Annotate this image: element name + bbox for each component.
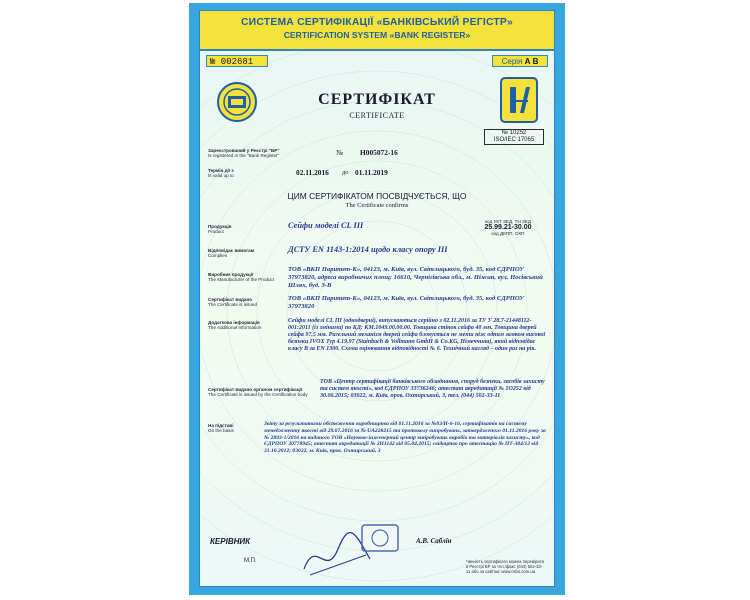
manufacturer-label-ua: Виробник продукції <box>208 272 254 277</box>
validity-label-en: Is valid up to <box>208 173 234 178</box>
validity-to-word: до <box>342 169 349 176</box>
body-value: ТОВ «Центр сертифікації банківського обладнання, споруд безпеки, засобів захисту та систем якості», код ЄДРПОУ 33736246; атестат акредитації № 1О252 від 30.06.2015; 03022, м. Київ, пров. Охтирський, 3, тел. (044) 502-33-11 <box>320 379 545 400</box>
stamp-icon <box>360 523 400 553</box>
complies-label-en: Complies <box>208 253 228 258</box>
badge-line2: ISO/IEC 17065 <box>493 137 535 143</box>
code1-value: 25.99.21-30.00 <box>484 224 532 231</box>
registered-prefix: № <box>336 148 344 157</box>
product-codes <box>472 219 544 236</box>
product-value: Сейфи моделі CL III <box>288 221 364 230</box>
certificate-frame <box>189 3 565 595</box>
validity-from: 02.11.2016 <box>296 168 329 177</box>
validity-label-ua: Термін дії з <box>208 168 234 173</box>
serial-number: № 002681 <box>206 55 268 67</box>
issued-label-en: The Certificate is issued <box>208 302 258 307</box>
verification-note: Чинність сертифіката можна перевірити в Реєстрі БР за тел./факс (044) 502-33-11 або за сайтом: www.csbo.com.ua <box>466 559 544 574</box>
code2-label: код ДКПП, ОКП <box>491 231 525 236</box>
certificate-sheet <box>199 10 555 587</box>
code1-label: код УКТ ЗЕД, ТН ЗЕД <box>484 219 531 224</box>
manufacturer-value: ТОВ «ВКП Паритет-К», 04123, м. Київ, вул. Світлицького, буд. 35, код ЄДРПОУ 37973820, адреса виробничих площ: 16610, Чернігівська обл., м. Ніжин, вул. Носівський Шлях, буд. 3-В <box>288 266 543 289</box>
validity-to: 01.11.2019 <box>355 168 388 177</box>
confirms-en: The Certificate confirms <box>345 202 409 209</box>
series-value: А В <box>524 57 539 66</box>
additional-label-en: The Additional Information <box>208 325 262 330</box>
registered-label-ua: Зареєстрований у Реєстрі "БР" <box>208 148 280 153</box>
registered-label-en: Is registered in the "Bank Register" <box>208 153 280 158</box>
accreditation-badge <box>484 129 544 145</box>
basis-label-en: On the basis <box>208 428 234 433</box>
body-label-ua: Сертифікат видано органом сертифікації <box>208 387 303 392</box>
basis-value: Звіту за результатами обстеження виробництва від 01.11.2016 за №83/Н-6-16, сертифікатів на систему менеджменту якості від 29.07.2016 за № UA228215 та протоколу випробувань, затвердженого 01.11.2016 року за № 2893-1/2016 на виданого ТОВ «Науково-інженерний центр випробувань виробів та матеріалів захисту», код ЄДРПОУ 30778945; атестат акредитації № 2Н1142 від 05.04.2015; свідоцтво про атестацію № ПТ-384/12 від 31.10.2012; 03022, м. Київ, пров. Охтирський, 3 <box>264 421 546 455</box>
signature-block <box>210 537 257 564</box>
registered-number: Н005072-16 <box>360 148 398 157</box>
issued-value: ТОВ «ВКП Паритет-К», 04123, м. Київ, вул. Світлицького, буд. 35, код ЄДРПОУ 37973820 <box>288 295 524 310</box>
head-label: КЕРІВНИК <box>210 537 251 546</box>
mp-label: М.П. <box>244 558 257 564</box>
product-label-ua: Продукція <box>208 224 232 229</box>
basis-label-ua: На підставі <box>208 423 234 428</box>
system-title-ua: СИСТЕМА СЕРТИФІКАЦІЇ «БАНКІВСЬКИЙ РЕГІСТР» <box>240 17 514 28</box>
series-box <box>492 55 548 67</box>
complies-label-ua: Відповідає вимогам <box>208 248 255 253</box>
body-label-en: The Certificate is issued by the Certification body <box>208 392 308 397</box>
certificate-title-ua: СЕРТИФІКАТ <box>318 91 436 108</box>
product-label-en: Product <box>208 229 224 234</box>
additional-value: Сейфи моделі CL III (однодверні), випускаються серійно з 02.11.2016 за ТУ У 28.7-21448112-001:2011 (із змінами) по КД: КМ.1049.00.00.00. Товщина стінок сейфа 40 мм. Товщина дверей сейфа 97,5 мм. Ригельний механізм дверей сейфа блокується не менш ніж одним замком високої безпеки IVOX Typ 4.19.97 (Stainbach & Vollmann GmbH & Co.KG, Німеччина), який відповідає класу В за EN 1300. Схема оцінювання відповідності № 6. Технічний нагляд – один раз на рік. <box>288 318 546 353</box>
badge-line1: № 10252 <box>501 130 527 136</box>
series-label: Серія <box>501 57 523 66</box>
certificate-title-en: CERTIFICATE <box>349 111 405 120</box>
issued-label-ua: Сертифікат видано <box>208 297 253 302</box>
signer-name: А.В. Саблін <box>416 537 452 545</box>
system-title-en: CERTIFICATION SYSTEM «BANK REGISTER» <box>283 30 471 40</box>
confirms-ua: ЦИМ СЕРТИФІКАТОМ ПОСВІДЧУЄТЬСЯ, ЩО <box>287 191 467 201</box>
additional-label-ua: Додаткова інформація <box>208 320 260 325</box>
complies-value: ДСТУ EN 1143-1:2014 щодо класу опору ІІІ <box>288 245 448 254</box>
manufacturer-label-en: The Manufacturer of the Product <box>208 277 275 282</box>
header-band <box>200 11 554 51</box>
